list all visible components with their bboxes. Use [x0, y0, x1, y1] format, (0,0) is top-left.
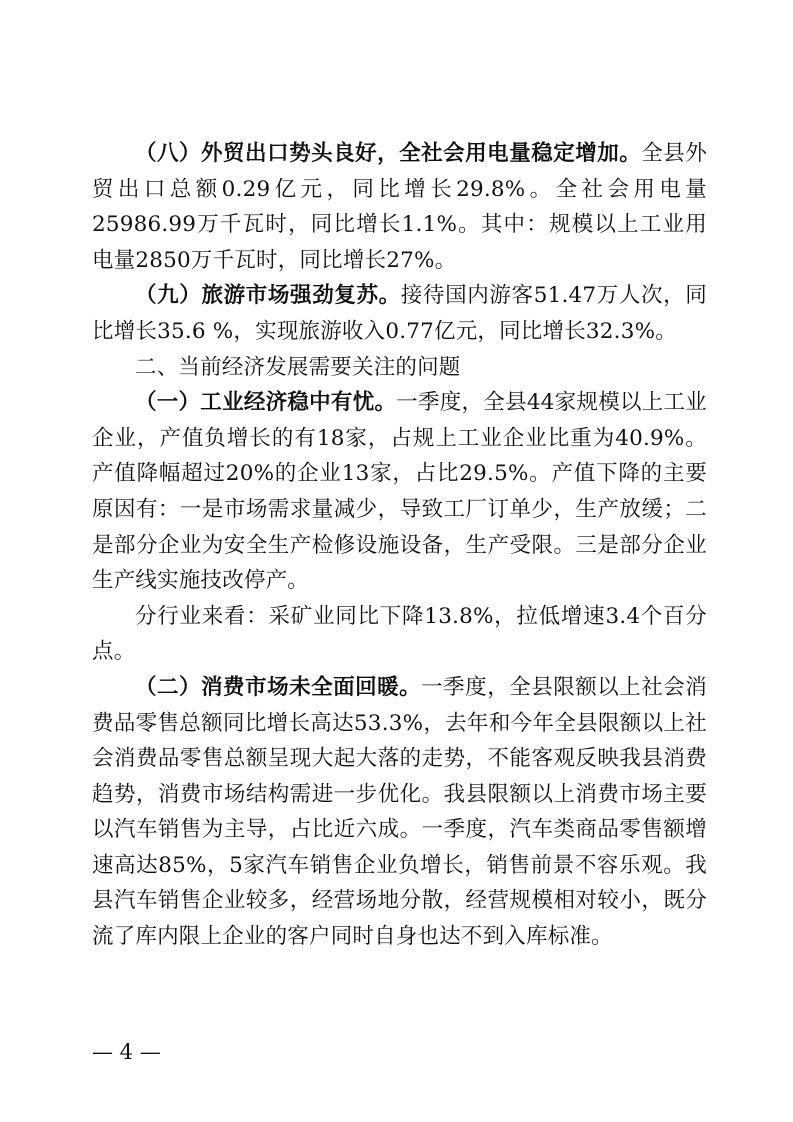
- paragraph-body: 分行业来看：采矿业同比下降13.8%，拉低增速3.4个百分点。: [92, 603, 707, 665]
- paragraph-tourism: [92, 278, 707, 349]
- paragraph-body: 全县外贸出口总额0.29亿元，同比增长29.8%。全社会用电量25986.99万千瓦时，同比增长1.1%。其中：规模以上工业用电量2850万千瓦时，同比增长27%。: [92, 141, 707, 273]
- paragraph-industry: [92, 385, 707, 599]
- body-text: [92, 136, 707, 955]
- part-heading: [92, 350, 707, 386]
- section-heading: （二）消费市场未全面回暖。: [135, 674, 422, 700]
- paragraph-consumption: [92, 670, 707, 955]
- section-heading: （八）外贸出口势头良好，全社会用电量稳定增加。: [135, 141, 642, 166]
- paragraph-foreign-trade: [92, 136, 707, 278]
- part-heading-text: 二、当前经济发展需要关注的问题: [135, 354, 461, 380]
- paragraph-body: 一季度，全县44家规模以上工业企业，产值负增长的有18家，占规上工业企业比重为40.9%。产值降幅超过20%的企业13家，占比29.5%。产值下降的主要原因有：一是市场需求量减少，导致工厂订单少，生产放缓；二是部分企业为安全生产检修设施设备，生产受限。三是部分企业生产线实施技改停产。: [92, 390, 707, 594]
- paragraph-body: 接待国内游客51.47万人次，同比增长35.6 %，实现旅游收入0.77亿元，同比增长32.3%。: [92, 283, 707, 344]
- paragraph-body: 一季度，全县限额以上社会消费品零售总额同比增长高达53.3%，去年和今年全县限额以上社会消费品零售总额呈现大起大落的走势，不能客观反映我县消费趋势，消费市场结构需进一步优化。我县限额以上消费市场主要以汽车销售为主导，占比近六成。一季度，汽车类商品零售额增速高达85%，5家汽车销售企业负增长，销售前景不容乐观。我县汽车销售企业较多，经营场地分散，经营规模相对较小，既分流了库内限上企业的客户同时自身也达不到入库标准。: [92, 674, 707, 950]
- section-heading: （一）工业经济稳中有忧。: [135, 390, 397, 416]
- section-heading: （九）旅游市场强劲复苏。: [135, 283, 401, 309]
- page-number: — 4 —: [92, 1040, 161, 1064]
- paragraph-by-industry: [92, 599, 707, 670]
